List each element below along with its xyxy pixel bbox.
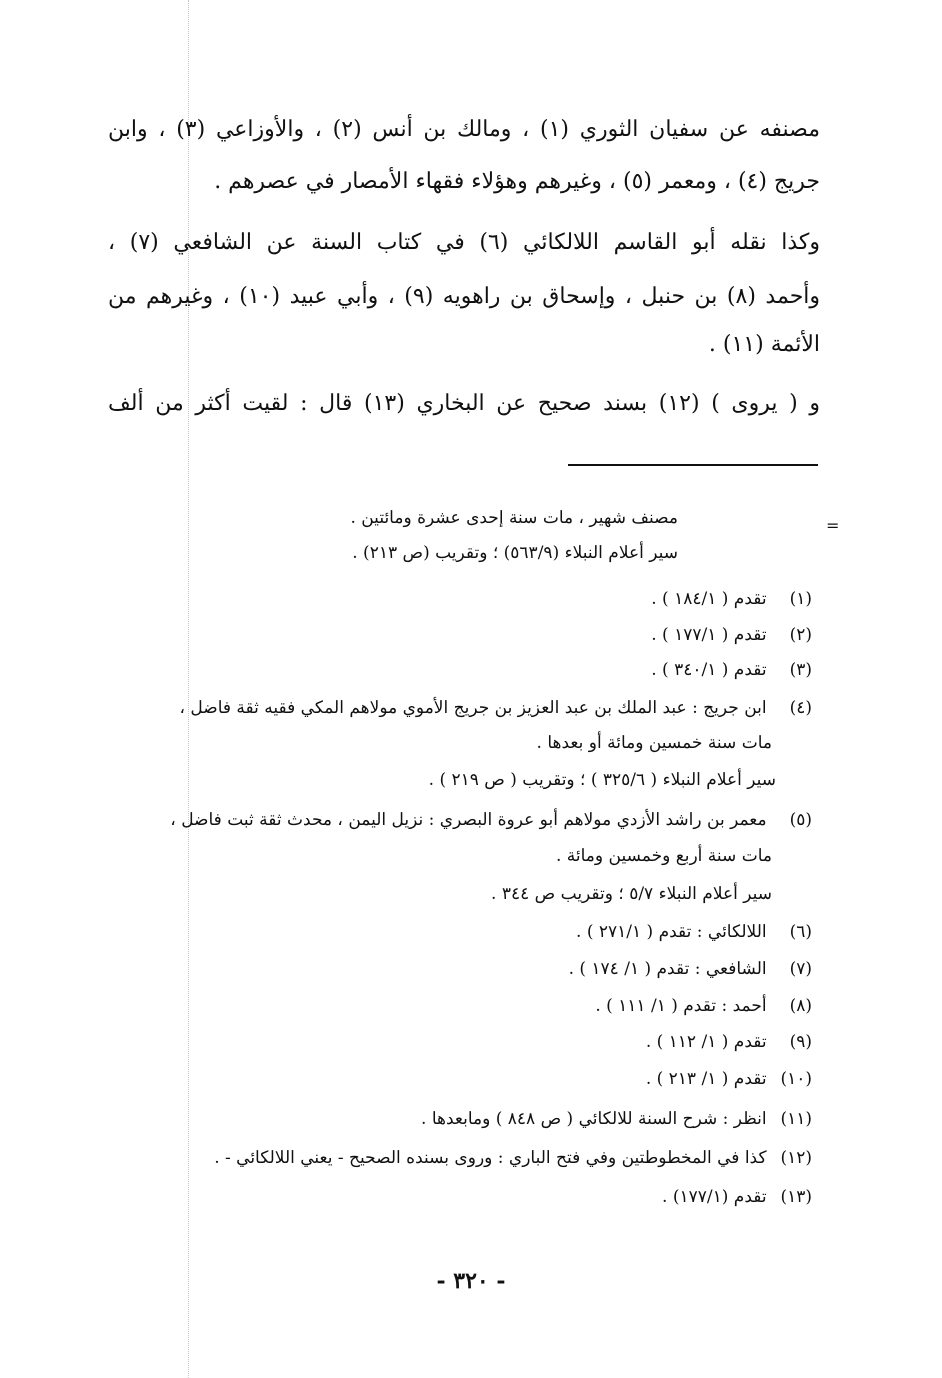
footnote-text: سير أعلام النبلاء ٥/٧ ؛ وتقريب ص ٣٤٤ . bbox=[491, 884, 772, 904]
footnote-text: سير أعلام النبلاء ( ٣٢٥/٦ ) ؛ وتقريب ( ص ٢١٩ ) . bbox=[428, 770, 776, 790]
footnote-number: (٥) bbox=[789, 810, 812, 830]
footnote-text: اللالكائي : تقدم ( ٢٧١/١ ) . bbox=[576, 922, 767, 942]
footnote-number: (١٣) bbox=[780, 1187, 812, 1207]
footnote-number: (١١) bbox=[780, 1109, 812, 1129]
footnote-line bbox=[651, 620, 812, 650]
footnote-line bbox=[595, 991, 812, 1021]
footnote-number: (١٢) bbox=[780, 1148, 812, 1168]
footnote-line bbox=[569, 954, 812, 984]
footnote-text: مات سنة أربع وخمسين ومائة . bbox=[555, 846, 772, 866]
text-line: وكذا نقله أبو القاسم اللالكائي (٦) في كتاب السنة عن الشافعي (٧) ، bbox=[108, 230, 820, 255]
footnote-number: (٧) bbox=[789, 959, 812, 979]
footnote-number: (١) bbox=[789, 589, 812, 609]
footnote-text: تقدم ( ١٨٤/١ ) . bbox=[651, 589, 767, 609]
footnote-text: الشافعي : تقدم ( ١/ ١٧٤ ) . bbox=[568, 959, 767, 979]
text-line: وأحمد (٨) بن حنبل ، وإسحاق بن راهويه (٩) ، وأبي عبيد (١٠) ، وغيرهم من bbox=[108, 284, 821, 309]
footnote-text: انظر : شرح السنة للالكائي ( ص ٨٤٨ ) ومابعدها . bbox=[421, 1109, 767, 1129]
footnote-text: سير أعلام النبلاء (٥٦٣/٩) ؛ وتقريب (ص ٢١٣) . bbox=[352, 543, 678, 563]
footnote-text: مات سنة خمسين ومائة أو بعدها . bbox=[536, 733, 772, 753]
footnote-number: (٩) bbox=[789, 1032, 812, 1052]
footnote-text: أحمد : تقدم ( ١/ ١١١ ) . bbox=[595, 996, 767, 1016]
page-number: - ٣٢٠ - bbox=[436, 1268, 506, 1294]
footnote-number: (٢) bbox=[789, 625, 812, 645]
footnote-text: تقدم ( ١/ ١١٢ ) . bbox=[645, 1032, 767, 1052]
footnote-line bbox=[662, 1182, 812, 1212]
text-line: مصنفه عن سفيان الثوري (١) ، ومالك بن أنس (٢) ، والأوزاعي (٣) ، وابن bbox=[108, 117, 821, 142]
footnote-text: مصنف شهير ، مات سنة إحدى عشرة ومائتين . bbox=[350, 508, 678, 528]
footnote-text: كذا في المخطوطتين وفي فتح الباري : وروى بسنده الصحيح - يعني اللالكائي - . bbox=[214, 1148, 767, 1168]
footnotes bbox=[108, 0, 812, 1378]
footnote-text: تقدم (١٧٧/١) . bbox=[662, 1187, 767, 1207]
footnote-number: (٤) bbox=[789, 698, 812, 718]
footnote-text: تقدم ( ١/ ٢١٣ ) . bbox=[645, 1069, 767, 1089]
footnote-line bbox=[576, 917, 812, 947]
text-line: و ( يروى ) (١٢) بسند صحيح عن البخاري (١٣) قال : لقيت أكثر من ألف bbox=[108, 391, 820, 416]
footnote-text: تقدم ( ١٧٧/١ ) . bbox=[651, 625, 767, 645]
footnote-text: تقدم ( ٣٤٠/١ ) . bbox=[651, 660, 767, 680]
footnote-line bbox=[556, 841, 772, 871]
footnote-line bbox=[350, 503, 678, 533]
footnote-line bbox=[421, 1104, 812, 1134]
footnote-continuation-mark: = bbox=[826, 516, 840, 535]
footnote-number: (٦) bbox=[789, 922, 812, 942]
footnote-line bbox=[429, 765, 776, 795]
footnote-line bbox=[170, 805, 812, 835]
text-line: الأئمة (١١) . bbox=[708, 332, 820, 357]
footnote-line bbox=[651, 655, 812, 685]
footnote-line bbox=[646, 1027, 812, 1057]
text-line: جريج (٤) ، ومعمر (٥) ، وغيرهم وهؤلاء فقهاء الأمصار في عصرهم . bbox=[214, 169, 820, 194]
footnote-text: ابن جريج : عبد الملك بن عبد العزيز بن جريج الأموي مولاهم المكي فقيه ثقة فاضل ، bbox=[179, 698, 767, 718]
footnote-number: (٣) bbox=[789, 660, 812, 680]
footnote-line bbox=[491, 879, 772, 909]
footnote-line bbox=[537, 728, 772, 758]
footnote-number: (١٠) bbox=[780, 1069, 812, 1089]
footnote-text: معمر بن راشد الأزدي مولاهم أبو عروة البصري : نزيل اليمن ، محدث ثقة ثبت فاضل ، bbox=[170, 810, 767, 830]
footnote-line bbox=[646, 1064, 812, 1094]
footnote-line bbox=[651, 584, 812, 614]
footnote-line bbox=[352, 538, 678, 568]
footnote-line bbox=[180, 693, 812, 723]
footnote-line bbox=[214, 1143, 812, 1173]
footnote-number: (٨) bbox=[789, 996, 812, 1016]
